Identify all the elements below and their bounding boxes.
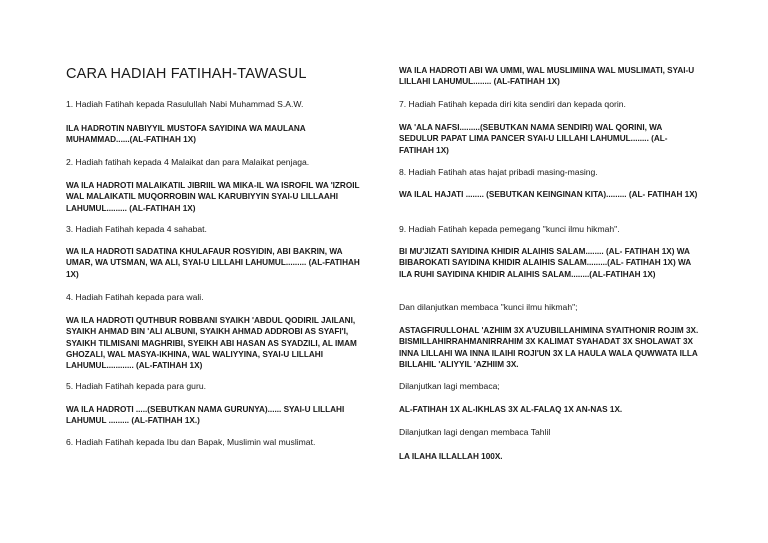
paragraph: Dilanjutkan lagi membaca; (399, 381, 500, 391)
page-title: CARA HADIAH FATIHAH-TAWASUL (66, 66, 307, 82)
paragraph: 6. Hadiah Fatihah kepada Ibu dan Bapak, Muslimin wal muslimat. (66, 437, 316, 447)
prayer-text: WA ILA HADROTI QUTHBUR ROBBANI SYAIKH 'ABDUL QODIRIL JAILANI, SYAIKH AHMAD BIN 'ALI ALBUNI, SYAIKH AHMAD ADDROBI AS SYAFI'I, SYAIKH TILMISANI MAGHRIBI, SYEIKH ABI HASAN AS SYADZILI, AL IMAM GHOZALI, WAL MASYA-IKHINA, WAL WALIYYINA, SYAI-U LILLAHI LAHUMUL............ (AL-FATIHAH 1X) (66, 316, 357, 371)
prayer-text: WA ILA HADROTI SADATINA KHULAFAUR ROSYIDIN, ABI BAKRIN, WA UMAR, WA UTSMAN, WA ALI, SYAI-U LILLAHI LAHUMUL......... (AL-FATIHAH 1X) (66, 247, 360, 279)
paragraph: 7. Hadiah Fatihah kepada diri kita sendiri dan kepada qorin. (399, 99, 626, 109)
prayer-text: WA 'ALA NAFSI.........(SEBUTKAN NAMA SENDIRI) WAL QORINI, WA SEDULUR PAPAT LIMA PANCER SYAI-U LILLAHI LAHUMUL........ (AL- FATIHAH 1X) (399, 123, 668, 155)
paragraph: 5. Hadiah Fatihah kepada para guru. (66, 381, 206, 391)
prayer-text: WA ILA HADROTI ABI WA UMMI, WAL MUSLIMIINA WAL MUSLIMATI, SYAI-U LILLAHI LAHUMUL........ (AL-FATIHAH 1X) (399, 66, 695, 87)
paragraph: 2. Hadiah fatihah kepada 4 Malaikat dan para Malaikat penjaga. (66, 157, 310, 167)
prayer-text: ASTAGFIRULLOHAL 'AZHIIM 3X A'UZUBILLAHIMINA SYAITHONIR ROJIM 3X. BISMILLAHIRRAHMANIRRAHIM 3X KALIMAT SYAHADAT 3X SHOLAWAT 3X INNA LILLAHI WA INNA ILAIHI ROJI'UN 3X LA HAULA WALA QUWWATA ILLA BILLAHIL 'ALIYYIL 'AZHIIM 3X. (399, 326, 699, 369)
paragraph: 4. Hadiah Fatihah kepada para wali. (66, 292, 204, 302)
paragraph: 1. Hadiah Fatihah kepada Rasulullah Nabi Muhammad S.A.W. (66, 99, 304, 109)
prayer-text: BI MU'JIZATI SAYIDINA KHIDIR ALAIHIS SALAM........ (AL- FATIHAH 1X) WA BIBAROKATI SAYIDINA KHIDIR ALAIHIS SALAM.........(AL- FATIHAH 1X) WA ILA RUHI SAYIDINA KHIDIR ALAIHIS SALAM........(AL-FATIHAH 1X) (399, 247, 691, 279)
prayer-text: LA ILAHA ILLALLAH 100X. (399, 452, 503, 461)
paragraph: Dilanjutkan lagi dengan membaca Tahlil (399, 427, 551, 437)
paragraph: Dan dilanjutkan membaca "kunci ilmu hikmah"; (399, 302, 578, 312)
prayer-text: WA ILA HADROTI MALAIKATIL JIBRIIL WA MIKA-IL WA ISROFIL WA 'IZROIL WAL MALAIKATIL MUQORROBIN WAL KARUBIYYIN SYAI-U LILLAAHI LAHUMUL......... (AL-FATIHAH 1X) (66, 181, 360, 213)
prayer-text: ILA HADROTIN NABIYYIL MUSTOFA SAYIDINA WA MAULANA MUHAMMAD......(AL-FATIHAH 1X) (66, 124, 306, 145)
prayer-text: WA ILA HADROTI .....(SEBUTKAN NAMA GURUNYA)...... SYAI-U LILLAHI LAHUMUL ......... (AL-FATIHAH 1X.) (66, 405, 345, 426)
paragraph: 3. Hadiah Fatihah kepada 4 sahabat. (66, 224, 207, 234)
paragraph: 8. Hadiah Fatihah atas hajat pribadi masing-masing. (399, 167, 598, 177)
prayer-text: AL-FATIHAH 1X AL-IKHLAS 3X AL-FALAQ 1X AN-NAS 1X. (399, 405, 623, 414)
prayer-text: WA ILAL HAJATI ........ (SEBUTKAN KEINGINAN KITA)......... (AL- FATIHAH 1X) (399, 190, 698, 199)
paragraph: 9. Hadiah Fatihah kepada pemegang "kunci ilmu hikmah". (399, 224, 620, 234)
